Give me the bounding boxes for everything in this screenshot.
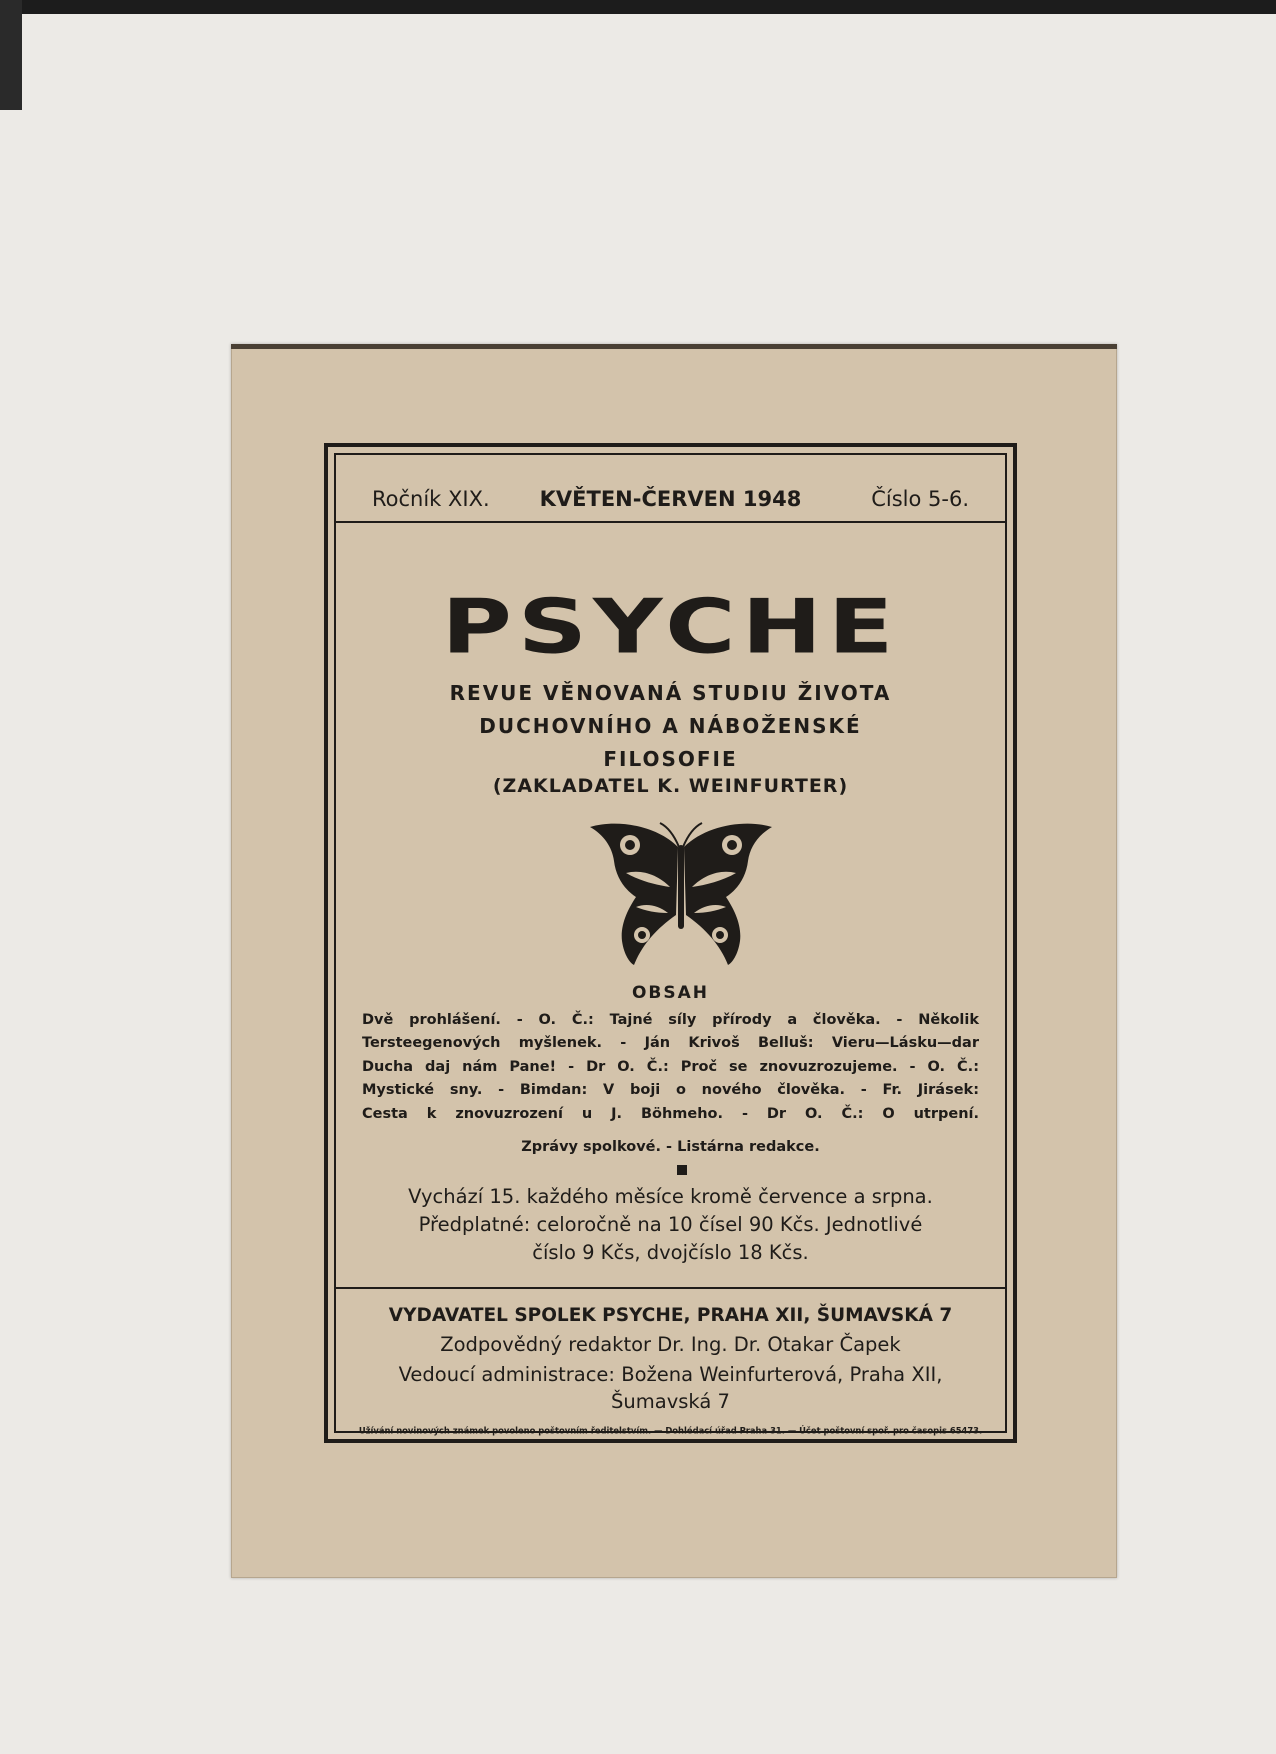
issue-number: Číslo 5-6. xyxy=(871,487,969,511)
contents-line: Cesta k znovuzrození u J. Böhmeho. - Dr O. Č.: O utrpení. xyxy=(362,1105,979,1122)
subtitle-line: REVUE VĚNOVANÁ STUDIU ŽIVOTA xyxy=(449,681,892,705)
issue-header xyxy=(336,455,1005,523)
scan-corner xyxy=(0,0,22,110)
volume-label: Ročník XIX. xyxy=(372,487,490,511)
editor-line: Zodpovědný redaktor Dr. Ing. Dr. Otakar Čapek xyxy=(440,1333,901,1356)
admin-info xyxy=(336,1361,1005,1415)
magazine-cover xyxy=(231,344,1117,1578)
publishing-info xyxy=(366,1183,975,1267)
publishing-line: Vychází 15. každého měsíce kromě července a srpna. xyxy=(408,1185,933,1208)
contents-line: Ducha daj nám Pane! - Dr O. Č.: Proč se znovuzrozujeme. - O. Č.: xyxy=(362,1058,979,1075)
publishing-line: číslo 9 Kčs, dvojčíslo 18 Kčs. xyxy=(532,1241,809,1264)
contents-list xyxy=(362,1009,979,1126)
cover-top-edge xyxy=(231,344,1117,349)
publisher-footer xyxy=(336,1287,1005,1436)
admin-line: Šumavská 7 xyxy=(611,1390,730,1413)
masthead-title: PSYCHE xyxy=(441,583,900,671)
contents-line: Dvě prohlášení. - O. Č.: Tajné síly přírody a člověka. - Několik xyxy=(362,1012,979,1028)
cover-inner-frame xyxy=(334,453,1007,1436)
founder-line: (ZAKLADATEL K. WEINFURTER) xyxy=(492,775,849,797)
contents-line: Mystické sny. - Bimdan: V boji o nového člověka. - Fr. Jirásek: xyxy=(362,1082,979,1099)
postal-note: Užívání novinových známek povoleno poštovním ředitelstvím. — Dohlédací úřad Praha 31. — Účet poštovní spoř. pro časopis 65473. xyxy=(358,1424,983,1436)
contents-title: OBSAH xyxy=(631,983,710,1003)
contents-last-line: Zprávy spolkové. - Listárna redakce. xyxy=(521,1139,820,1155)
publisher-line: VYDAVATEL SPOLEK PSYCHE, PRAHA XII, ŠUMAVSKÁ 7 xyxy=(388,1305,953,1326)
cover-frame xyxy=(324,443,1017,1443)
butterfly-icon xyxy=(586,817,776,967)
publishing-line: Předplatné: celoročně na 10 čísel 90 Kčs. Jednotlivé xyxy=(418,1213,923,1236)
admin-line: Vedoucí administrace: Božena Weinfurterová, Praha XII, xyxy=(398,1363,943,1386)
masthead-subtitle xyxy=(336,677,1005,776)
contents-line: Tersteegenových myšlenek. - Ján Krivoš Belluš: Vieru—Lásku—dar xyxy=(362,1035,979,1052)
subtitle-line: DUCHOVNÍHO A NÁBOŽENSKÉ xyxy=(479,714,862,738)
scan-edge xyxy=(0,0,1276,14)
issue-date: KVĚTEN-ČERVEN 1948 xyxy=(539,487,802,511)
separator-square xyxy=(677,1165,687,1175)
subtitle-line: FILOSOFIE xyxy=(603,747,738,771)
